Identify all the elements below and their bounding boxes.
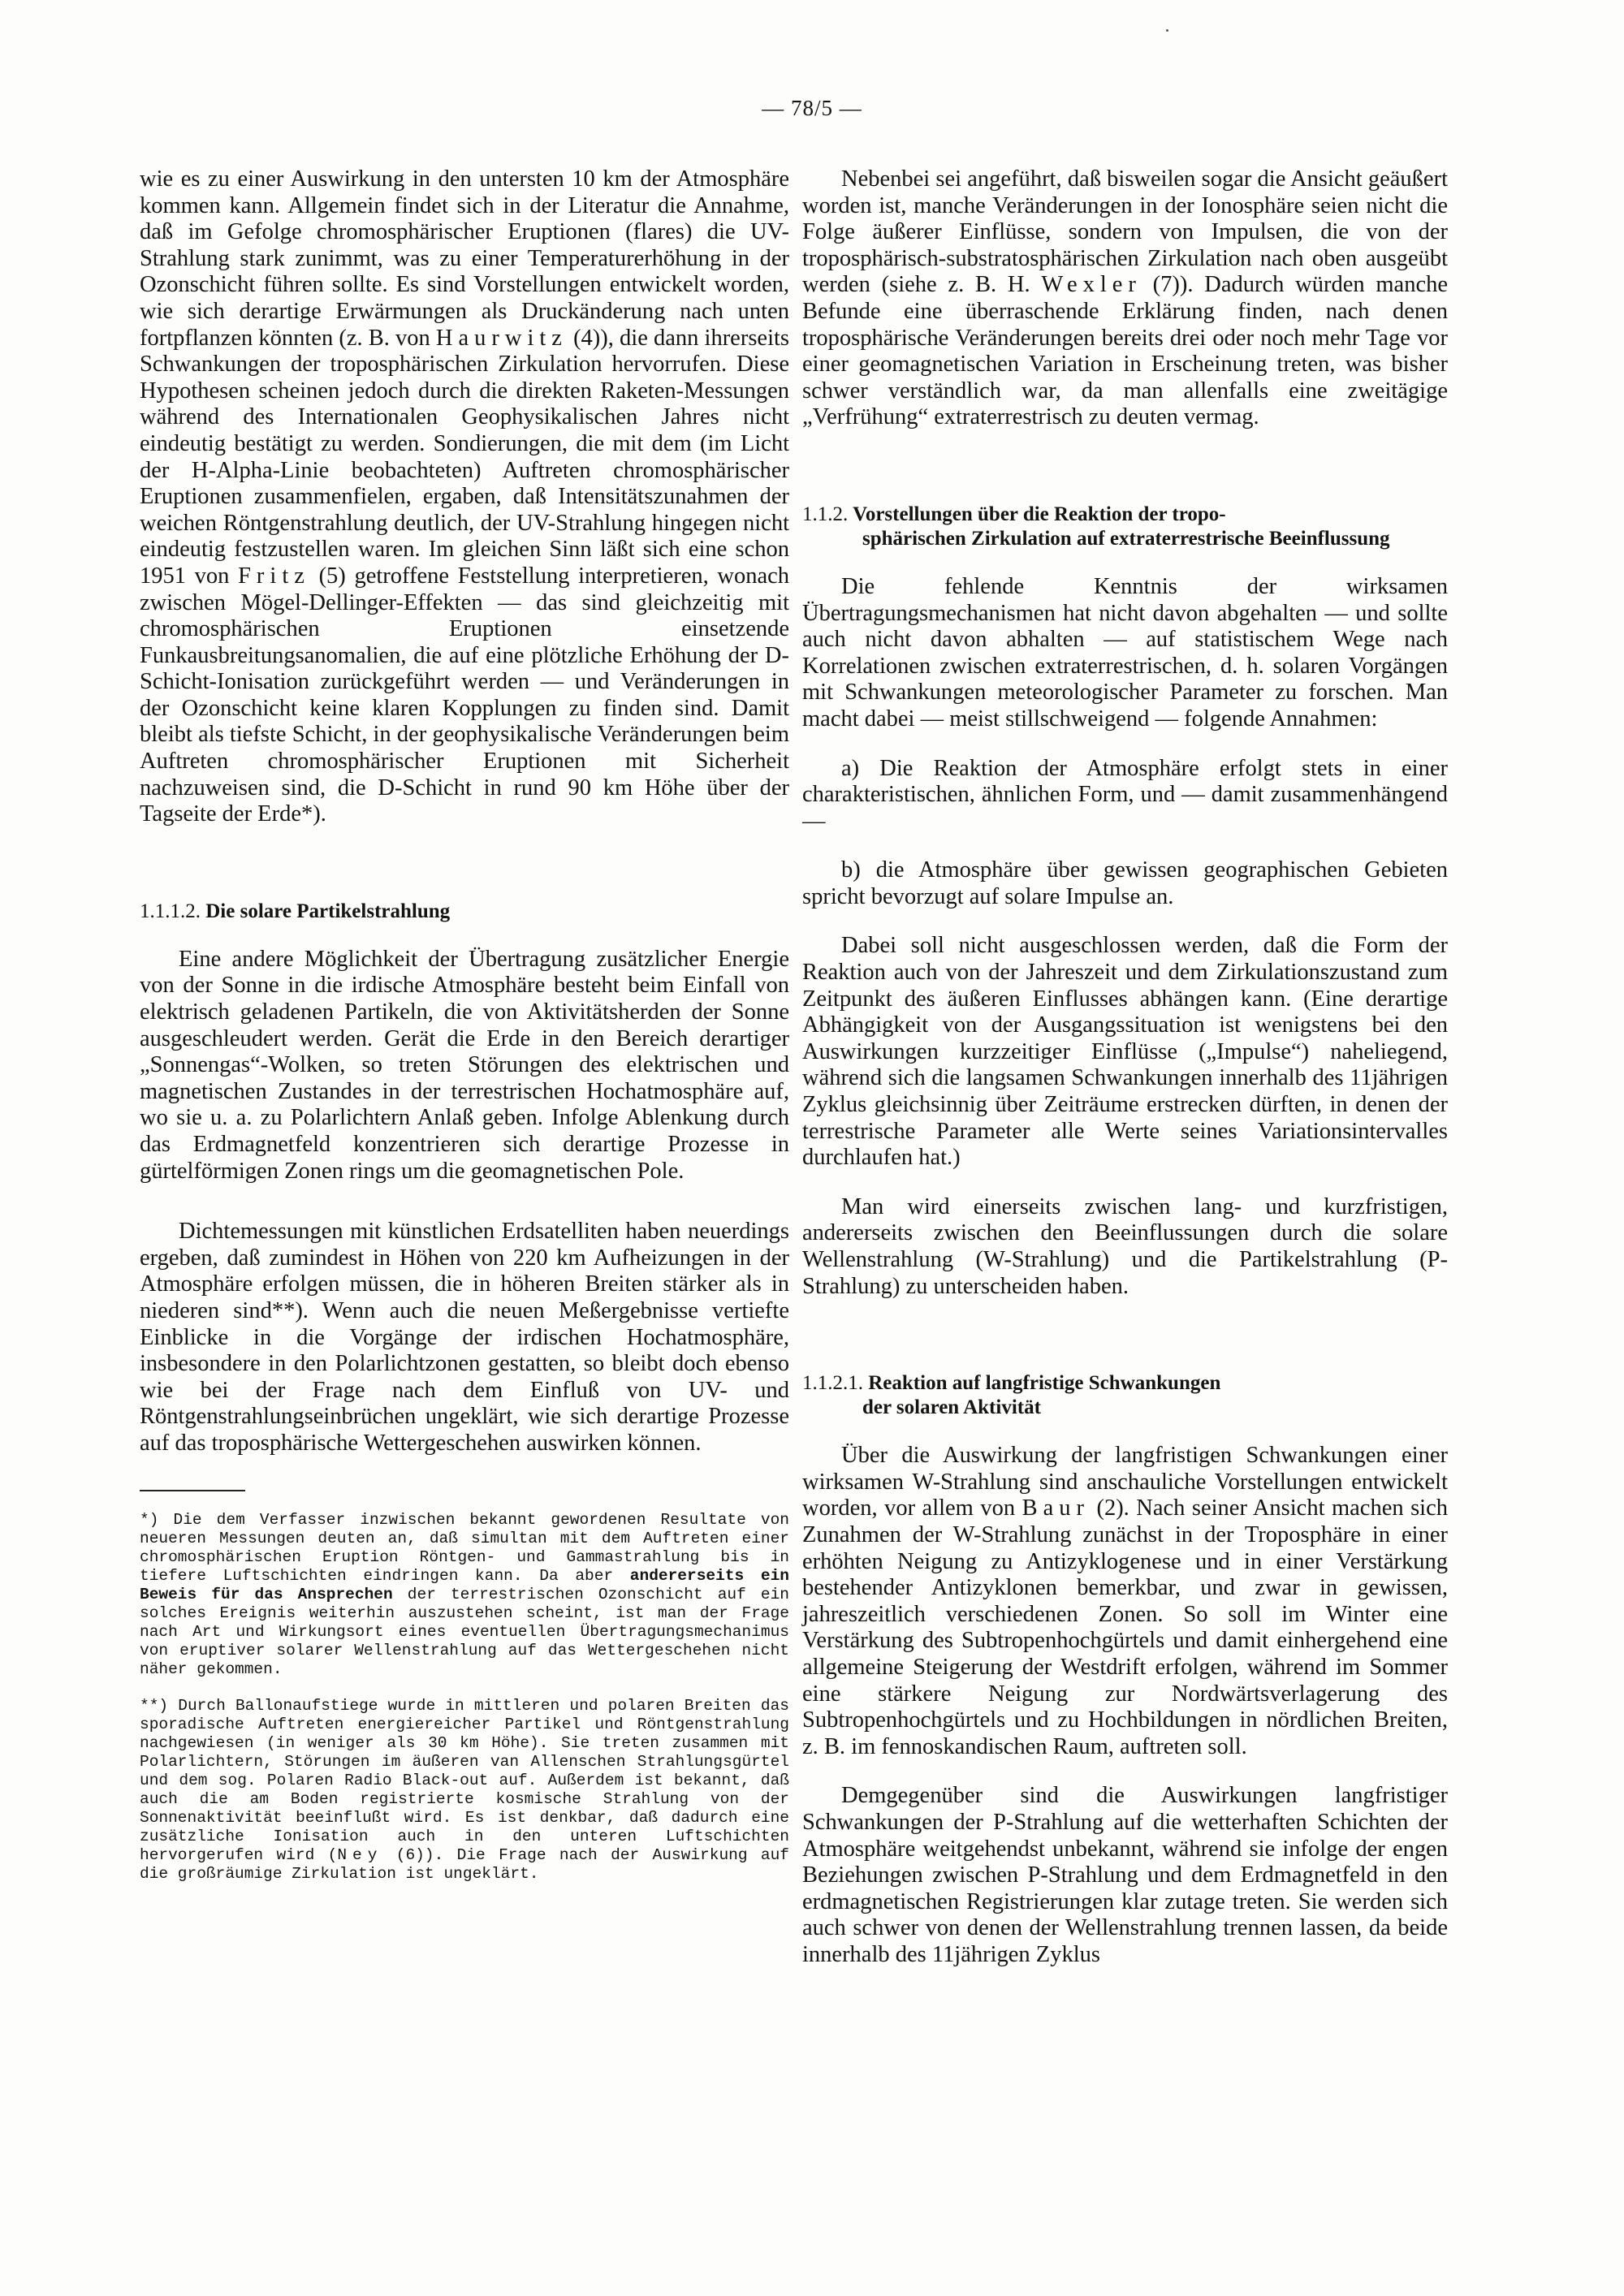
author-name: Fritz [238,563,310,589]
right-column [802,166,1448,1968]
section-heading [140,900,789,924]
list-item: b) die Atmosphäre über gewissen geographischen Gebieten spricht bevorzugt auf solare Impulse an. [802,857,1448,909]
scan-speck [1166,29,1168,32]
paragraph: wie es zu einer Auswirkung in den untersten 10 km der Atmosphäre kommen kann. Allgemein findet sich in der Literatur die Annahme, daß im Gefolge chromosphärischer Eruptionen (flares) die UV-Strahlung stark zunimmt, was zu einer Temperaturerhöhung in der Ozonschicht führen sollte. Es sind Vorstellungen entwickelt worden, wie sich derartige Erwärmungen als Druckänderung nach unten fortpflanzen könnten (z. B. von Haurwitz (4)), die dann ihrerseits Schwankungen der troposphärischen Zirkulation hervorrufen. Diese Hypothesen scheinen jedoch durch die direkten Raketen-Messungen während des Internationalen Geophysikalischen Jahres nicht eindeutig bestätigt zu werden. Sondierungen, die mit dem (im Licht der H-Alpha-Linie beobachteten) Auftreten chromosphärischer Eruptionen zusammenfielen, ergaben, daß Intensitätszunahmen der weichen Röntgenstrahlung deutlich, der UV-Strahlung hingegen nicht eindeutig festzustellen waren. Im gleichen Sinn läßt sich eine schon 1951 von Fritz (5) getroffene Feststellung interpretieren, wonach zwischen Mögel-Dellinger-Effekten — das sind gleichzeitig mit chromosphärischen Eruptionen einsetzende Funkausbreitungsanomalien, die auf eine plötzliche Erhöhung der D-Schicht-Ionisation zurückgeführt werden — und Veränderungen in der Ozonschicht keine klaren Kopplungen zu finden sind. Damit bleibt als tiefste Schicht, in der geophysikalische Veränderungen beim Auftreten chromosphärischer Eruptionen mit Sicherheit nachzuweisen sind, die D-Schicht in rund 90 km Höhe über der Tagseite der Erde*). [140,166,790,827]
page-number: — 78/5 — [762,96,862,120]
section-heading [802,1371,1448,1420]
paragraph: Eine andere Möglichkeit der Übertragung zusätzlicher Energie von der Sonne in die irdische Atmosphäre besteht beim Einfall von elektrisch geladenen Partikeln, die von Aktivitätsherden der Sonne ausgeschleudert werden. Gerät die Erde in den Bereich derartiger „Sonnengas“-Wolken, so treten Störungen des elektrischen und magnetischen Zustandes in der terrestrischen Hochatmosphäre auf, wo sie u. a. zu Polarlichtern Anlaß geben. Infolge Ablenkung durch das Erdmagnetfeld konzentrieren sich derartige Prozesse in gürtelförmigen Zonen rings um die geomagnetischen Pole. [140,946,789,1184]
section-number: 1.1.1.2. [140,900,201,922]
author-name: Ney [337,1845,383,1864]
author-name: Haurwitz [435,325,568,351]
section-title: Reaktion auf langfristige Schwankungen [868,1372,1221,1395]
section-title: Vorstellungen über die Reaktion der tropo- [853,503,1226,525]
section-number: 1.1.2.1. [802,1372,863,1395]
section-heading [802,503,1448,551]
paragraph: Nebenbei sei angeführt, daß bisweilen sogar die Ansicht geäußert worden ist, manche Veränderungen in der Ionosphäre seien nicht die Folge äußerer Einflüsse, sondern von Impulsen, die von der troposphärisch-substratosphärischen Zirkulation nach oben ausgeübt werden (siehe z. B. H. Wexler (7)). Dadurch würden manche Befunde eine überraschende Erklärung finden, nach denen troposphärische Veränderungen bereits drei oder noch mehr Tage vor einer geomagnetischen Variation in Erscheinung treten, was bisher schwer verständlich war, da man allenfalls eine zweitägige „Verfrühung“ extraterrestrisch zu deuten vermag. [802,166,1448,430]
section-title: Die solare Partikelstrahlung [205,900,451,922]
paragraph: Man wird einerseits zwischen lang- und kurzfristigen, andererseits zwischen den Beeinflussungen durch die solare Wellenstrahlung (W-Strahlung) und die Partikelstrahlung (P-Strahlung) zu unterscheiden haben. [802,1193,1448,1299]
footnote-rule [140,1490,245,1491]
paragraph: Die fehlende Kenntnis der wirksamen Übertragungsmechanismen hat nicht davon abgehalten — und sollte auch nicht davon abhalten — auf statistischem Wege nach Korrelationen zwischen extraterrestrischen, d. h. solaren Vorgängen mit Schwankungen meteorologischer Parameter zu forschen. Man macht dabei — meist stillschweigend — folgende Annahmen: [802,573,1448,732]
paragraph: Über die Auswirkung der langfristigen Schwankungen einer wirksamen W-Strahlung sind anschauliche Vorstellungen entwickelt worden, vor allem von Baur (2). Nach seiner Ansicht machen sich Zunahmen der W-Strahlung zunächst in der Troposphäre in einer erhöhten Neigung zu Antizyklogenese und in einer Verstärkung bestehender Antizyklonen bemerkbar, und zwar in gewissen, jahreszeitlich verschiedenen Zonen. So soll im Winter eine Verstärkung des Subtropenhochgürtels und damit einhergehend eine allgemeine Steigerung der Westdrift erfolgen, während im Sommer eine stärkere Neigung zur Nordwärtsverlagerung des Subtropenhochgürtels und zu Hochbildungen in nördlichen Breiten, z. B. im fennoskandischen Raum, auftreten soll. [802,1443,1448,1759]
section-title: der solaren Aktivität [862,1396,1041,1419]
footnote: *) Die dem Verfasser inzwischen bekannt gewordenen Resultate von neueren Messungen deuten an, daß simultan mit dem Auftreten einer chromosphärischen Eruption Röntgen- und Gammastrahlung bis in tiefere Luftschichten eindringen kann. Da aber andererseits ein Beweis für das Ansprechen der terrestrischen Ozonschicht auf ein solches Ereignis weiterhin auszustehen scheint, ist man der Frage nach Art und Wirkungsort eines eventuellen Übertragungsmechanimus von eruptiver solarer Wellenstrahlung auf das Wettergeschehen nicht näher gekommen. [140,1510,789,1678]
footnote: **) Durch Ballonaufstiege wurde in mittleren und polaren Breiten das sporadische Auftreten energiereicher Partikel und Röntgenstrahlung nachgewiesen (in weniger als 30 km Höhe). Sie treten zusammen mit Polarlichtern, Störungen im äußeren van Allenschen Strahlungsgürtel und dem sog. Polaren Radio Black-out auf. Außerdem ist bekannt, daß auch die am Boden registrierte kosmische Strahlung von der Sonnenaktivität beeinflußt wird. Es ist denkbar, daß dadurch eine zusätzliche Ionisation auch in den unteren Luftschichten hervorgerufen wird (Ney (6)). Die Frage nach der Auswirkung auf die großräumige Zirkulation ist ungeklärt. [140,1696,789,1883]
paragraph: Dichtemessungen mit künstlichen Erdsatelliten haben neuerdings ergeben, daß zumindest in Höhen von 220 km Aufheizungen in der Atmosphäre erfolgen müssen, die in höheren Breiten stärker als in niederen sind**). Wenn auch die neuen Meßergebnisse vertiefte Einblicke in die Vorgänge der irdischen Hochatmosphäre, insbesondere in den Polarlichtzonen gestatten, so bleibt doch ebenso wie bei der Frage nach dem Einfluß von UV- und Röntgenstrahlungseinbrüchen ungeklärt, wie sich derartige Prozesse auf das troposphärische Wettergeschehen auswirken können. [140,1219,789,1456]
author-name: Baur [1021,1495,1090,1521]
paragraph: Demgegenüber sind die Auswirkungen langfristiger Schwankungen der P-Strahlung auf die wetterhaften Schichten der Atmosphäre weitgehendst unbekannt, während sie infolge der engen Beziehungen zwischen P-Strahlung und dem Erdmagnetfeld in den erdmagnetischen Registrierungen klar zutage treten. Sie werden sich auch schwer von denen der Wellenstrahlung trennen lassen, da beide innerhalb des 11jährigen Zyklus [802,1783,1448,1967]
section-title: sphärischen Zirkulation auf extraterrestrische Beeinflussung [862,527,1390,550]
paragraph: Dabei soll nicht ausgeschlossen werden, daß die Form der Reaktion auch von der Jahreszeit und dem Zirkulationszustand zum Zeitpunkt des äußeren Einflusses abhängen kann. (Eine derartige Abhängigkeit von der Ausgangssituation ist wenigstens bei den Auswirkungen kurzzeitiger Einflüsse („Impulse“) naheliegend, während sich die langsamen Schwankungen innerhalb des 11jährigen Zyklus gleichsinnig über Zeiträume erstrecken dürften, in denen der terrestrische Parameter alle Werte seines Variationsintervalles durchlaufen hat.) [802,933,1448,1171]
list-item: a) Die Reaktion der Atmosphäre erfolgt stets in einer charakteristischen, ähnlichen Form, und — damit zusammenhängend — [802,755,1448,834]
section-number: 1.1.2. [802,503,849,525]
author-name: Wexler [1041,272,1142,298]
left-column [140,166,789,1884]
